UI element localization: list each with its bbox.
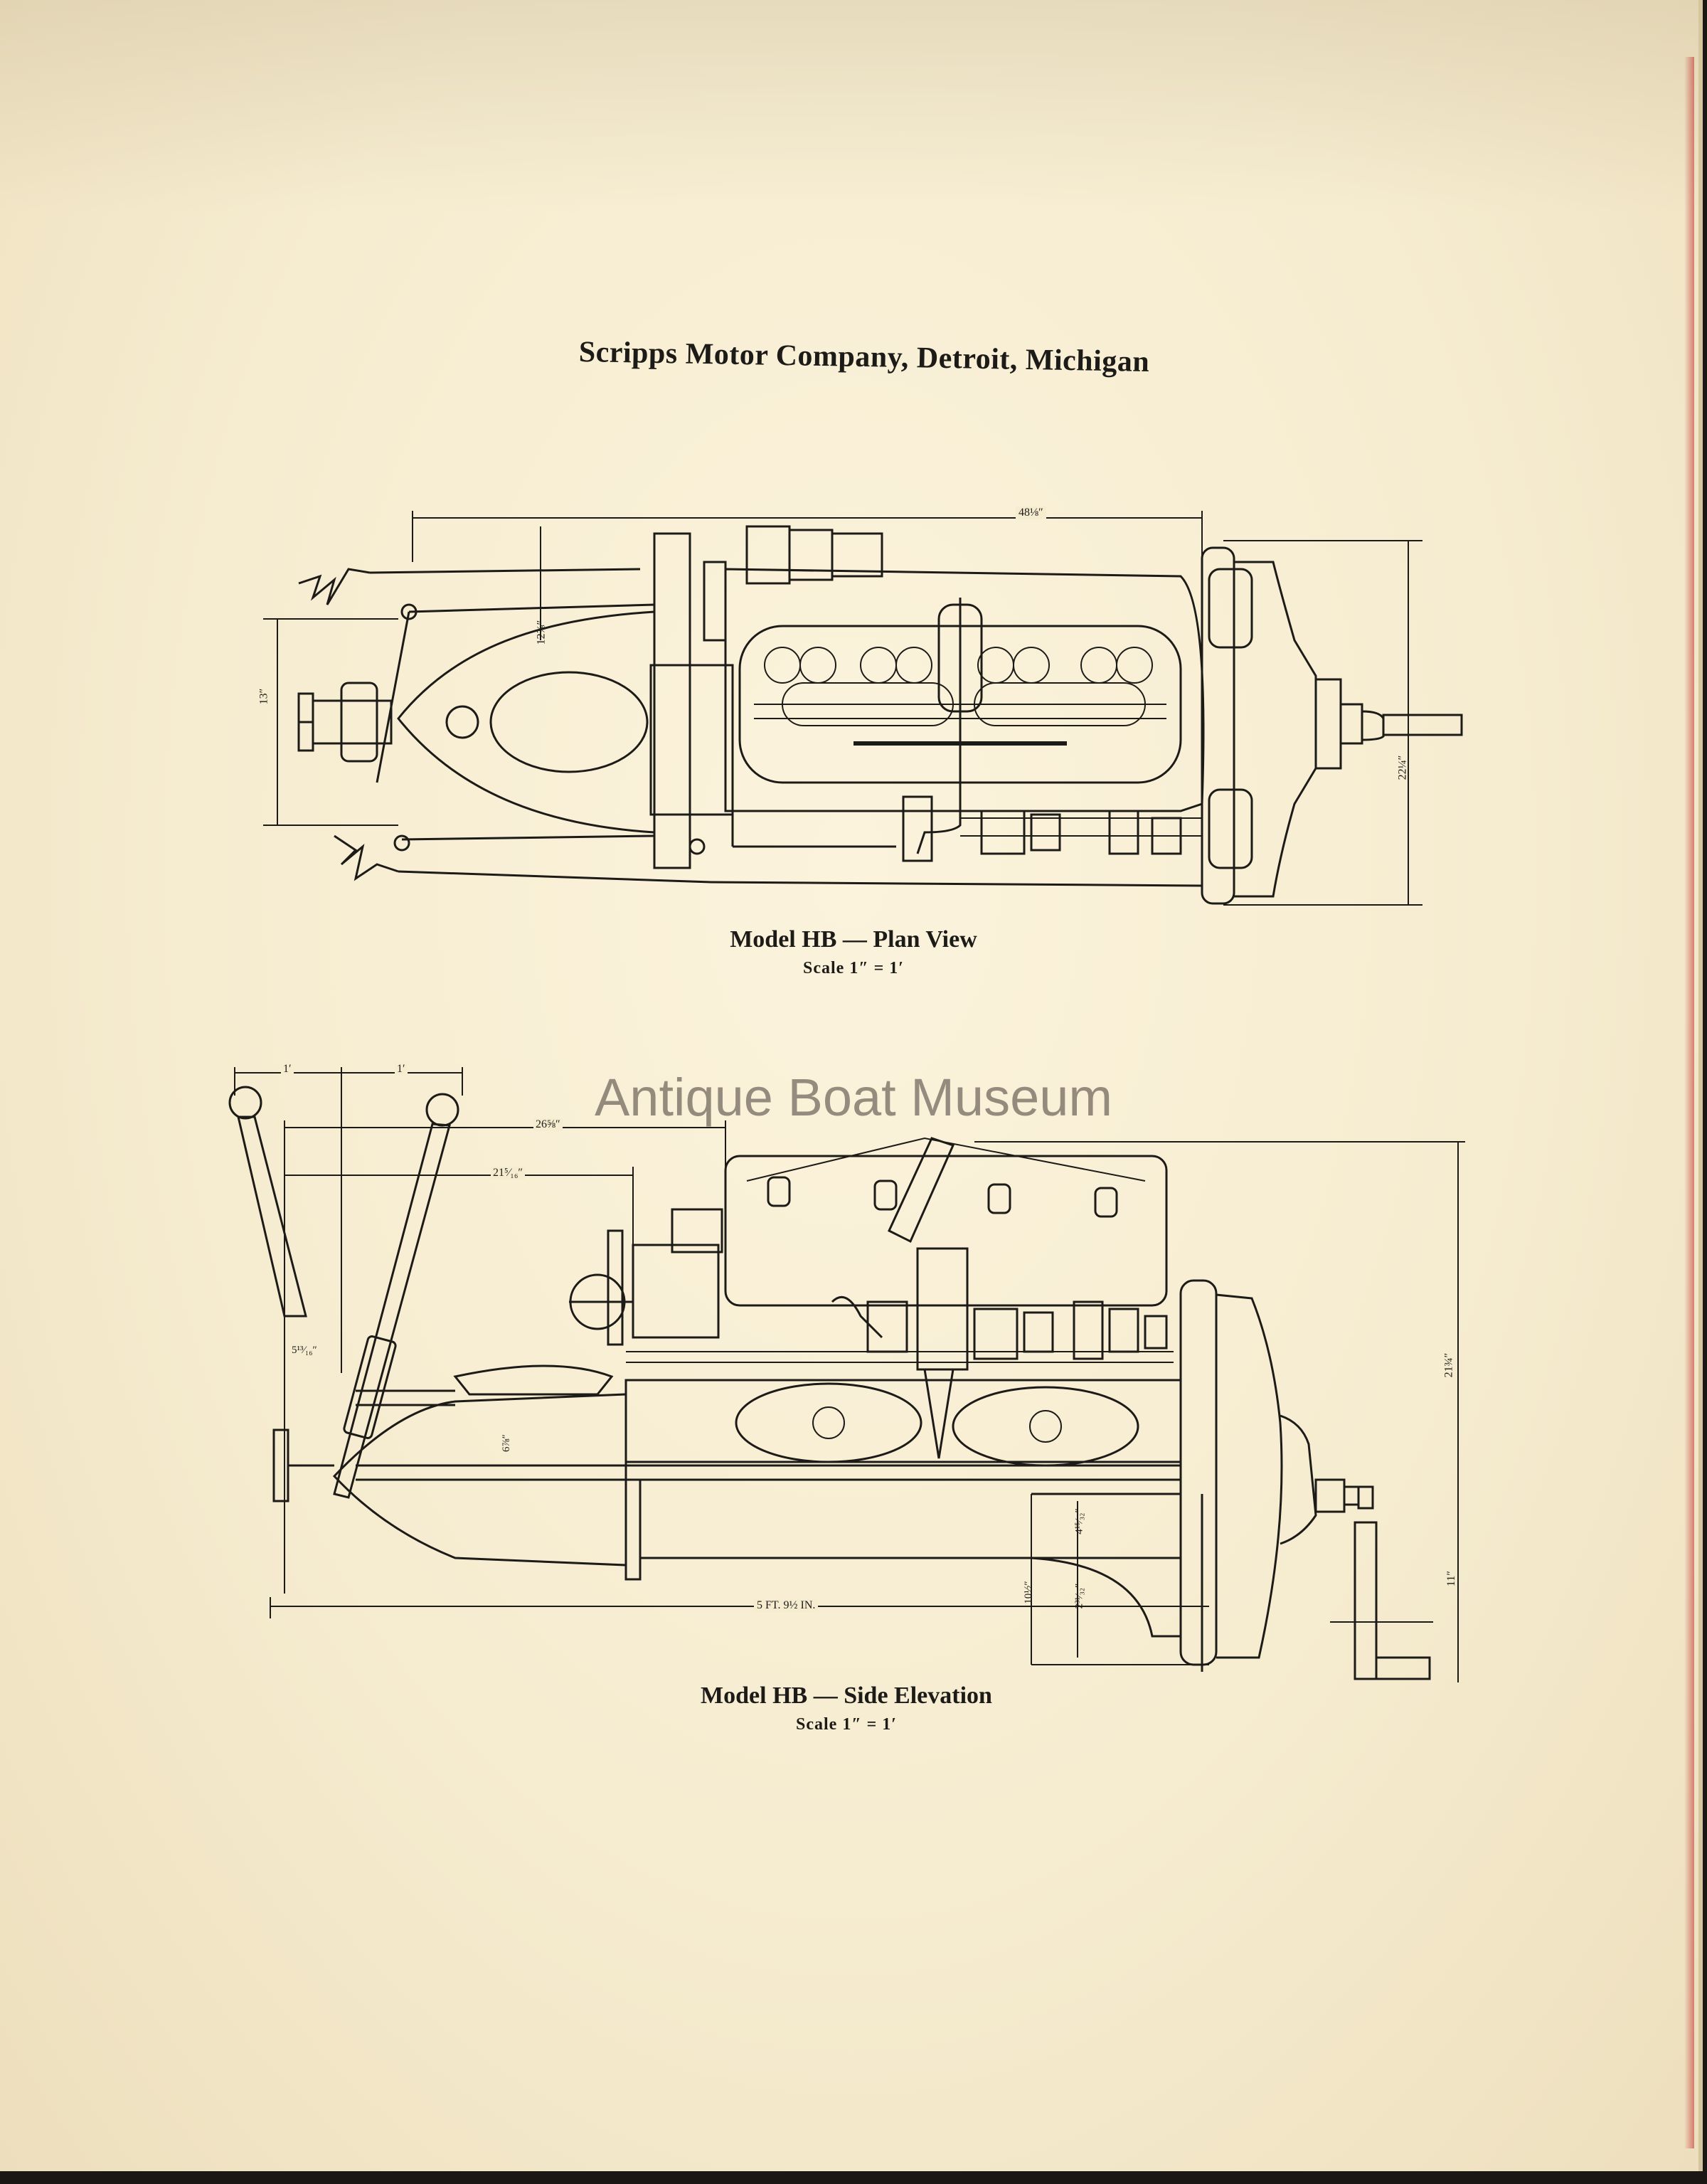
side-dim-base-lower-b: 2³¹⁄₃₂″ [1073, 1583, 1085, 1609]
side-dim-base-lower-a: 10½″ [1022, 1581, 1034, 1604]
side-dim-overall-length: 5 FT. 9½ IN. [754, 1599, 818, 1612]
side-elevation-title: Model HB — Side Elevation [701, 1682, 992, 1709]
side-dim-lever-2: 1′ [395, 1063, 408, 1076]
side-dim-overall-height: 21¾″ [1442, 1352, 1455, 1378]
side-dim-lever-1: 1′ [281, 1063, 294, 1076]
plan-dim-height: 12⅞″ [535, 620, 548, 645]
side-dim-base-upper: 4¹⁵⁄₃₂″ [1073, 1508, 1085, 1534]
plan-view-scale: Scale 1″ = 1′ [803, 959, 904, 977]
side-elevation-scale: Scale 1″ = 1′ [796, 1715, 897, 1734]
plan-view-drawing [263, 511, 1462, 905]
plan-view-title: Model HB — Plan View [730, 926, 977, 953]
side-elevation-caption [626, 1682, 1067, 1734]
plan-view-caption [640, 926, 1067, 978]
side-dim-mid-length: 21⁵⁄₁₆″ [491, 1167, 525, 1180]
plan-dim-overall-length: 48⅛″ [1016, 507, 1046, 519]
plan-dim-flywheel: 22¼″ [1396, 755, 1409, 780]
side-dim-housing-height: 6⅞″ [501, 1434, 512, 1452]
side-dim-lever-offset: 5¹³⁄₁₆″ [292, 1345, 317, 1356]
side-dim-top-length: 26⅝″ [533, 1118, 563, 1131]
plan-dim-width: 13″ [257, 688, 270, 705]
museum-watermark: Antique Boat Museum [594, 1068, 1113, 1127]
page-header: Scripps Motor Company, Detroit, Michigan [578, 336, 1150, 378]
side-dim-shaft-height: 11″ [1445, 1570, 1458, 1587]
side-elevation-drawing [230, 1067, 1465, 1682]
